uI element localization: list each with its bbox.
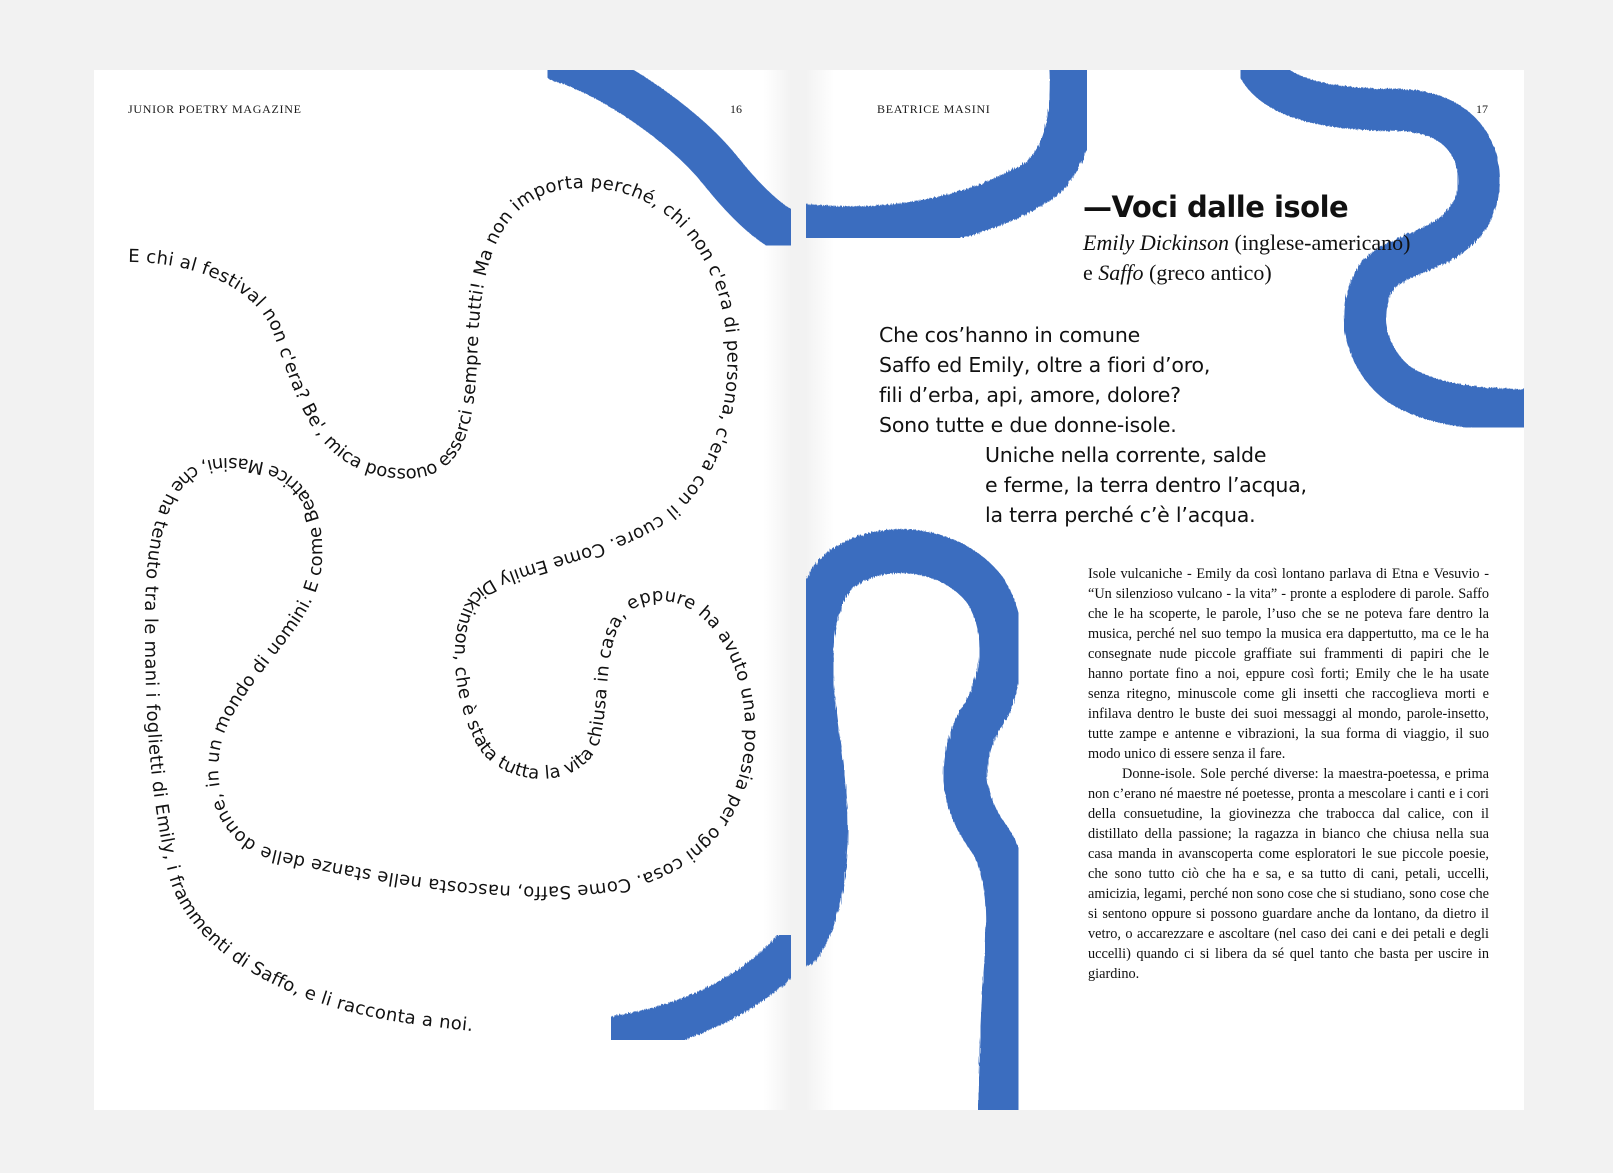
poem-line: Saffo ed Emily, oltre a fiori d’oro, xyxy=(879,353,1211,377)
article-body xyxy=(1088,564,1489,984)
language-1: (inglese-americano) xyxy=(1229,230,1411,255)
folio-right: 17 xyxy=(1476,102,1488,116)
subtitle-conjunction: e xyxy=(1083,260,1099,285)
poem-line: Che cos’hanno in comune xyxy=(879,323,1141,347)
author-name-1: Emily Dickinson xyxy=(1083,230,1230,255)
body-paragraph: Donne-isole. Sole perché diverse: la maestra-poetessa, e prima non c’erano né maestre né poetesse, pronta a mescolare i canti e i cori della consuetudine, la giovinezza che trabocca dal calice, con il distillato della passione; la ragazza in bianco che chiusa nella sua casa manda in avanscoperta come esploratori le sue piccole poesie, che sono tutto ciò che ha e sa, e sa tutto di cani, petali, uccelli, amicizia, legami, perché non sono cose che si studiano, sono cose che si sentono oppure si possono guardare anche da lontano, da dietro il vetro, o accarezzare e ascoltare (nel caso dei cani e dei petali e degli uccelli) quando ci si libera da sé quel tanto che basta per uscire in giardino. xyxy=(1088,766,1489,982)
folio-left: 16 xyxy=(730,102,742,116)
poem-line: Uniche nella corrente, salde xyxy=(985,443,1267,467)
poem-line: Sono tutte e due donne-isole. xyxy=(879,413,1177,437)
running-head-right: BEATRICE MASINI xyxy=(877,102,991,116)
language-2: (greco antico) xyxy=(1143,260,1272,285)
article-heading xyxy=(1083,190,1523,288)
running-head-left: JUNIOR POETRY MAGAZINE xyxy=(128,102,302,116)
article-subtitle xyxy=(1083,228,1523,288)
author-name-2: Saffo xyxy=(1098,260,1144,285)
poem-line: la terra perché c’è l’acqua. xyxy=(985,503,1256,527)
intro-poem xyxy=(879,320,1307,530)
body-paragraph: Isole vulcaniche - Emily da così lontano parlava di Etna e Vesuvio - “Un silenzioso vulcano - la vita” - pronte a esplodere di parole. Saffo che le ha scoperte, le parole, l’uso che se ne poteva fare dentro la musica, perché nel suo tempo la musica era dappertutto, ma ce le ha consegnate nude piccole graffiate sui frammenti di papiri che le hanno portate fino a noi, eppure così forti; Emily che le ha usate senza ritegno, minuscole come gli insetti che raccoglieva morti e infilava dentro le buste dei suoi messaggi al mondo, parole-insetto, tutte zampe e antenne e vibrazioni, la sua forma di viaggio, il suo modo unico di essere senza il fare. xyxy=(1088,566,1489,762)
poem-line: e ferme, la terra dentro l’acqua, xyxy=(985,473,1307,497)
poem-line: fili d’erba, api, amore, dolore? xyxy=(879,383,1181,407)
wavy-text: E chi al festival non c'era? Be', mica possono esserci sempre tutti! Ma non importa perché, chi non c'era di persona, c'era con il cuore. Come Emily Dickinson, che è stata tutta la vita chiusa in casa, eppure ha avuto una poesia per ogni cosa. Come Saffo, nascosta nelle stanze delle donne, in un mondo di uomini. E come Beatrice Masini, che ha tenuto tra le mani i foglietti di Emily, i frammenti di Saffo, e li racconta a noi. xyxy=(128,171,762,1037)
article-title: —Voci dalle isole xyxy=(1083,190,1349,224)
